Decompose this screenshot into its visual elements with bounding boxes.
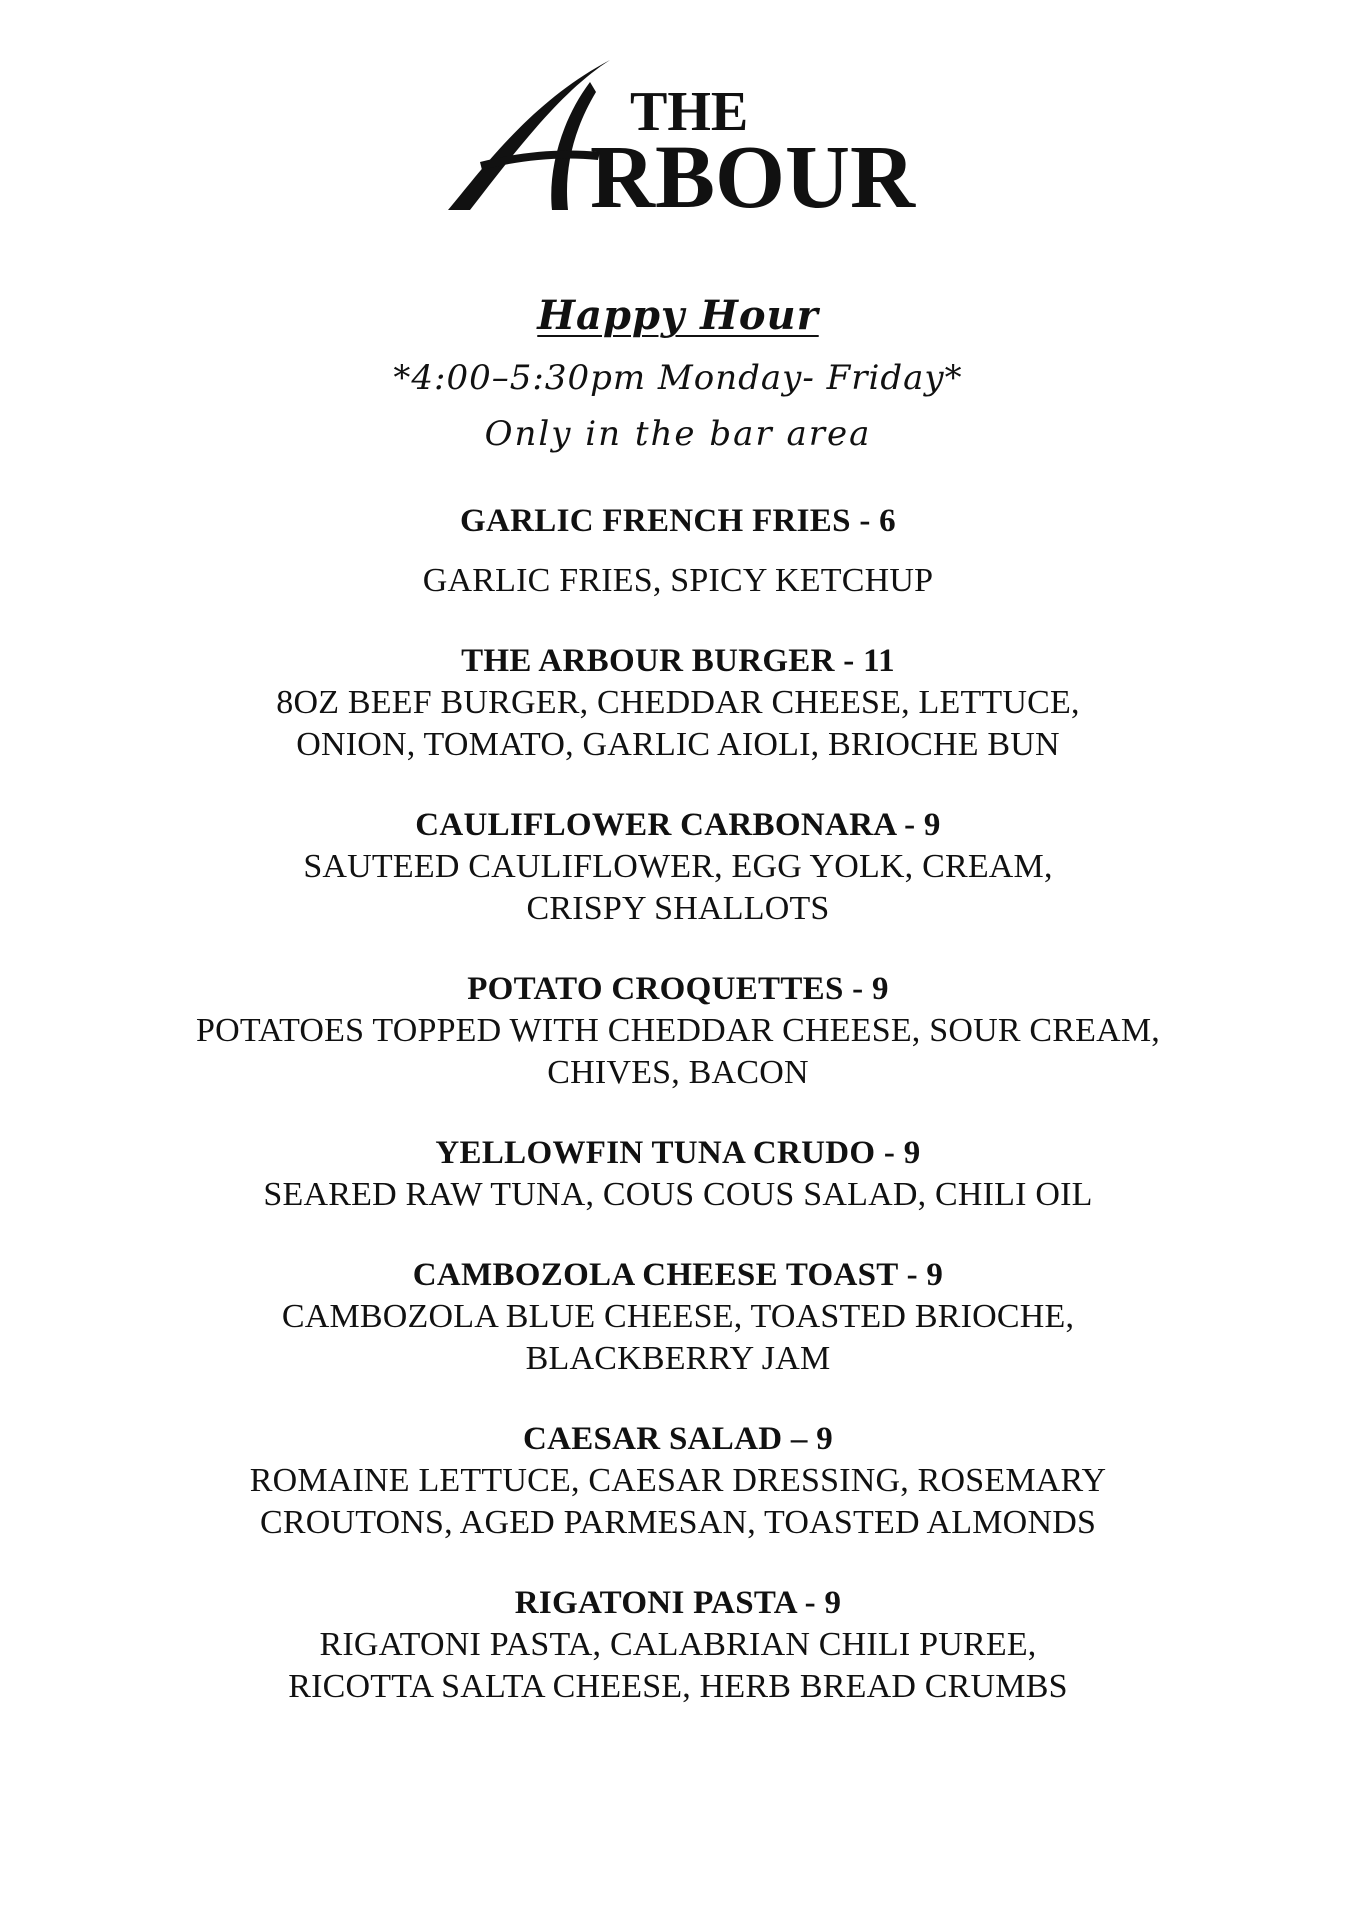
menu-item-name: GARLIC FRENCH FRIES - 6 bbox=[460, 503, 896, 539]
menu-item-description bbox=[0, 560, 1356, 602]
menu-item-name: THE ARBOUR BURGER - 11 bbox=[461, 643, 895, 679]
menu-item-name: CAMBOZOLA CHEESE TOAST - 9 bbox=[412, 1257, 944, 1293]
menu-item-description-line: RICOTTA SALTA CHEESE, HERB BREAD CRUMBS bbox=[288, 1668, 1068, 1705]
menu-item-name: RIGATONI PASTA - 9 bbox=[514, 1585, 842, 1621]
menu-item-description-line: BLACKBERRY JAM bbox=[525, 1340, 831, 1377]
menu-item bbox=[0, 968, 1356, 1094]
menu-item-description bbox=[0, 1174, 1356, 1216]
menu-item-description-line: CHIVES, BACON bbox=[547, 1054, 809, 1091]
menu-item-description-line: GARLIC FRIES, SPICY KETCHUP bbox=[422, 562, 934, 599]
menu-item-description-line: 8OZ BEEF BURGER, CHEDDAR CHEESE, LETTUCE, bbox=[276, 684, 1080, 721]
menu-item-description bbox=[0, 846, 1356, 930]
logo-arbour: RBOUR bbox=[590, 128, 916, 222]
menu-item-name: CAULIFLOWER CARBONARA - 9 bbox=[415, 807, 941, 843]
logo-swoosh bbox=[448, 60, 610, 210]
menu-list bbox=[0, 500, 1356, 1746]
menu-item bbox=[0, 1132, 1356, 1216]
menu-item-description-line: CAMBOZOLA BLUE CHEESE, TOASTED BRIOCHE, bbox=[281, 1298, 1075, 1335]
menu-item bbox=[0, 500, 1356, 602]
menu-item-name: YELLOWFIN TUNA CRUDO - 9 bbox=[435, 1135, 921, 1171]
menu-item bbox=[0, 1582, 1356, 1708]
menu-item-description bbox=[0, 1624, 1356, 1708]
menu-item-description-line: POTATOES TOPPED WITH CHEDDAR CHEESE, SOUR CREAM, bbox=[195, 1012, 1161, 1049]
menu-item bbox=[0, 640, 1356, 766]
menu-item-name: CAESAR SALAD – 9 bbox=[522, 1421, 834, 1457]
arbour-logo bbox=[440, 52, 920, 222]
menu-item bbox=[0, 1254, 1356, 1380]
menu-item-description bbox=[0, 682, 1356, 766]
happy-hour-time: *4:00–5:30pm Monday- Friday* bbox=[393, 358, 963, 398]
menu-item-description bbox=[0, 1296, 1356, 1380]
menu-item-description-line: SAUTEED CAULIFLOWER, EGG YOLK, CREAM, bbox=[303, 848, 1053, 885]
menu-item-description-line: ROMAINE LETTUCE, CAESAR DRESSING, ROSEMARY bbox=[249, 1462, 1107, 1499]
menu-item-name: POTATO CROQUETTES - 9 bbox=[467, 971, 889, 1007]
menu-item-description-line: CRISPY SHALLOTS bbox=[526, 890, 830, 927]
arbour-logo-graphic bbox=[440, 52, 920, 222]
logo-the: THE bbox=[630, 81, 749, 143]
menu-item-description-line: ONION, TOMATO, GARLIC AIOLI, BRIOCHE BUN bbox=[296, 726, 1060, 763]
happy-hour-title-text: Happy Hour bbox=[537, 292, 819, 339]
menu-item bbox=[0, 804, 1356, 930]
menu-item-description-line: SEARED RAW TUNA, COUS COUS SALAD, CHILI OIL bbox=[263, 1176, 1093, 1213]
menu-item-description bbox=[0, 1460, 1356, 1544]
happy-hour-title bbox=[0, 292, 1356, 339]
menu-item bbox=[0, 1418, 1356, 1544]
happy-hour-area: Only in the bar area bbox=[484, 414, 872, 454]
menu-item-description bbox=[0, 1010, 1356, 1094]
menu-item-description-line: CROUTONS, AGED PARMESAN, TOASTED ALMONDS bbox=[259, 1504, 1097, 1541]
menu-item-description-line: RIGATONI PASTA, CALABRIAN CHILI PUREE, bbox=[319, 1626, 1037, 1663]
